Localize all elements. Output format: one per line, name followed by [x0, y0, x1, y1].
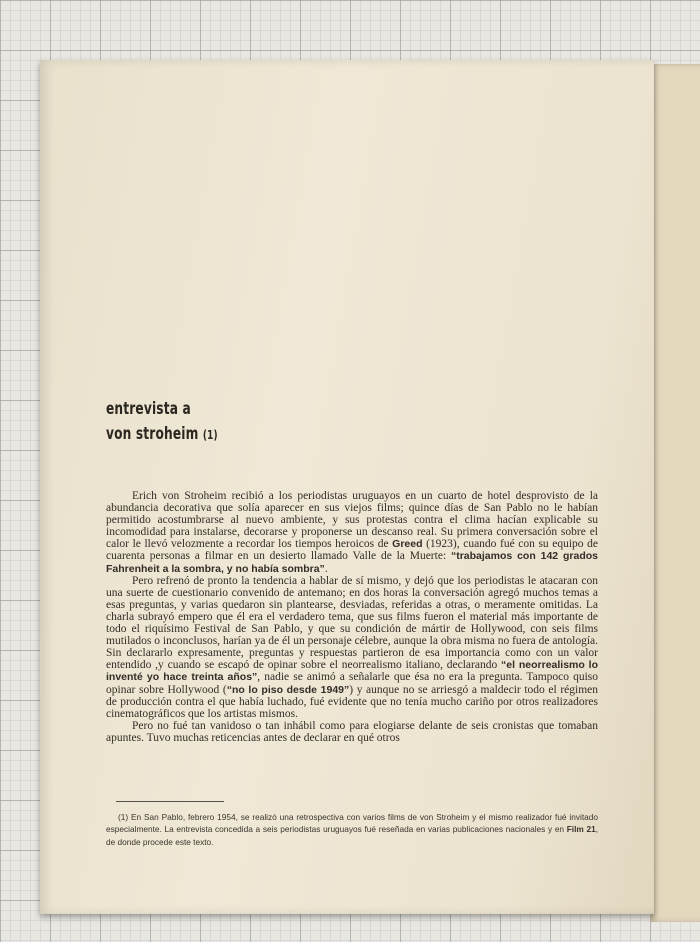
heading-subject: von stroheim	[106, 424, 199, 443]
publication-name: Film 21	[566, 824, 596, 835]
paragraph-1-text-c: .	[324, 562, 328, 575]
magazine-page	[40, 60, 654, 914]
paragraph-1-text-b: (1923), cuando fué con su equipo de cuarenta personas a filmar en un desierto llamado Valle de la Muerte:	[106, 538, 598, 563]
paragraph-1-text-a: Erich von Stroheim recibió a los periodistas uruguayos en un cuarto de hotel desprovisto de la abundancia decorativa que solía aparecer en sus viejos films; quince días de San Pablo no le habían permitido acostumbrarse al nuevo ambiente, y sus protestas contra el clima hacían explicable su incomodidad para instalarse, decorarse y proponerse un descanso real. Su primera conversación sobre el calor le llevó velozmente a recordar los tiempos heroicos de	[106, 490, 598, 551]
paragraph-3: Pero no fué tan vanidoso o tan inhábil como para elogiarse delante de seis cronistas que tomaban apuntes. Tuvo muchas reticencias antes de declarar en qué otros	[106, 719, 598, 744]
article-heading	[106, 396, 218, 448]
quote-neorrealismo: “el neorrealismo lo inventé yo hace treinta años”	[106, 659, 598, 684]
article-body	[106, 490, 598, 744]
footnote-divider	[116, 801, 224, 802]
paragraph-2-text-c: ) y aunque no se arriesgó a maldecir todo el régimen de producción contra el que había luchado, fué evidente que no tenía mucho cariño por otros realizadores cinematográficos que los artistas mismos.	[106, 683, 599, 720]
paragraph-2-text-b: , nadie se animó a señalarle que ésa no era la pregunta. Tampoco quiso opinar sobre Hollywood (	[106, 671, 599, 696]
heading-line-2	[106, 421, 218, 448]
film-title-greed: Greed	[392, 538, 423, 551]
footnote-text-b: , de donde procede este texto.	[106, 824, 599, 847]
quote-hollywood: “no lo piso desde 1949”	[226, 683, 350, 696]
paragraph-2-text-a: Pero refrenó de pronto la tendencia a hablar de sí mismo, y dejó que los periodistas le atacaran con una suerte de cuestionario convenido de antemano; en dos horas la conversación agregó muchos temas a esas preguntas, y varias quedaron sin plantearse, desviadas, referidas a otras, o meramente omitidas. La charla subrayó empero que él era el verdadero tema, que sus films fueron el material más importante de todo el riquísimo Festival de San Pablo, y que su condición de mártir de Hollywood, con seis films mutilados o inconclusos, harían ya de él un personaje célebre, aunque la obra misma no fuera de antología. Sin declararlo expresamente, preguntas y respuestas partieron de esa importancia como con un valor entendido ,y cuando se escapó de opinar sobre el neorrealismo italiano, declarando	[106, 574, 598, 672]
footnote-text-a: (1) En San Pablo, febrero 1954, se realizó una retrospectiva con varios films de von Stroheim y el mismo realizador fué invitado especialmente. La entrevista concedida a seis periodistas uruguayos fué reseñada en varias publicaciones nacionales y en	[106, 812, 598, 835]
footnote-reference: (1)	[202, 428, 218, 442]
quote-fahrenheit: “trabajamos con 142 grados Fahrenheit a la sombra, y no había sombra”	[106, 550, 598, 575]
paragraph-1	[106, 490, 598, 575]
heading-line-1: entrevista a	[106, 399, 191, 418]
footnote	[106, 811, 598, 848]
paragraph-2	[106, 575, 598, 720]
next-page-edge	[650, 64, 700, 922]
